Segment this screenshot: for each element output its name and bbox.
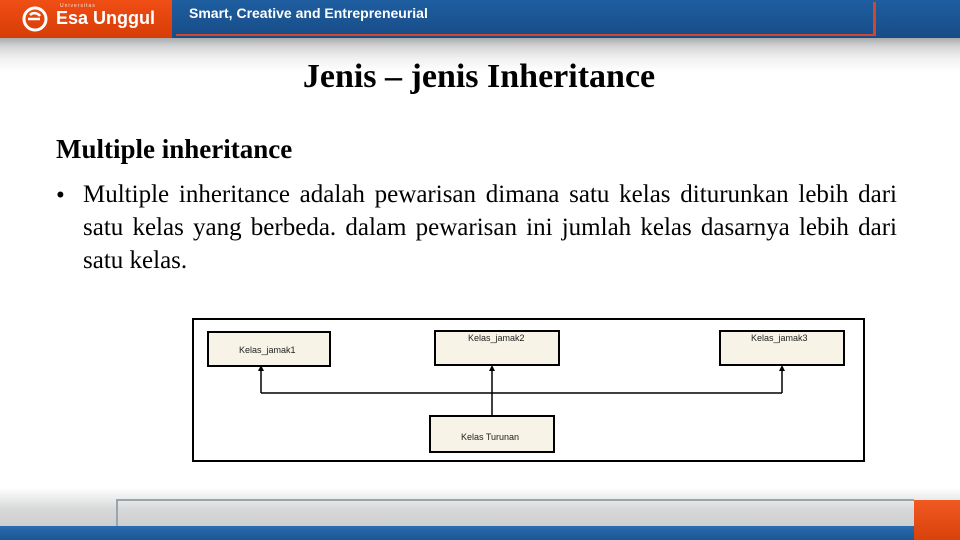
bullet-marker: • [56,182,65,209]
tagline: Smart, Creative and Entrepreneurial [189,5,428,21]
class-box-kelas-turunan [429,415,555,453]
class-box-kelas-jamak2 [434,330,560,366]
class-box-kelas-jamak1 [207,331,331,367]
class-box-kelas-jamak3 [719,330,845,366]
slide-title [0,58,960,96]
slide-title-text: Jenis – jenis Inheritance [302,58,656,95]
subheading: Multiple inheritance [56,134,293,164]
class-label: Kelas Turunan [461,432,520,442]
logo-name: Esa Unggul [56,8,156,28]
class-label: Kelas_jamak3 [751,333,808,343]
footer-frame [116,499,914,526]
class-label: Kelas_jamak1 [239,345,296,355]
inheritance-diagram [192,318,865,462]
bullet-text: Multiple inheritance adalah pewarisan dimana satu kelas diturunkan lebih dari satu kelas yang berbeda. dalam pewarisan ini jumlah kelas dasarnya lebih dari satu kelas. [83,181,897,274]
esa-unggul-logo-icon [22,6,48,32]
university-logo[interactable] [0,0,172,38]
footer-orange-block [914,500,960,540]
logo-caption: Universitas [60,3,96,9]
class-label: Kelas_jamak2 [468,333,525,343]
footer-blue-bar [0,526,914,540]
